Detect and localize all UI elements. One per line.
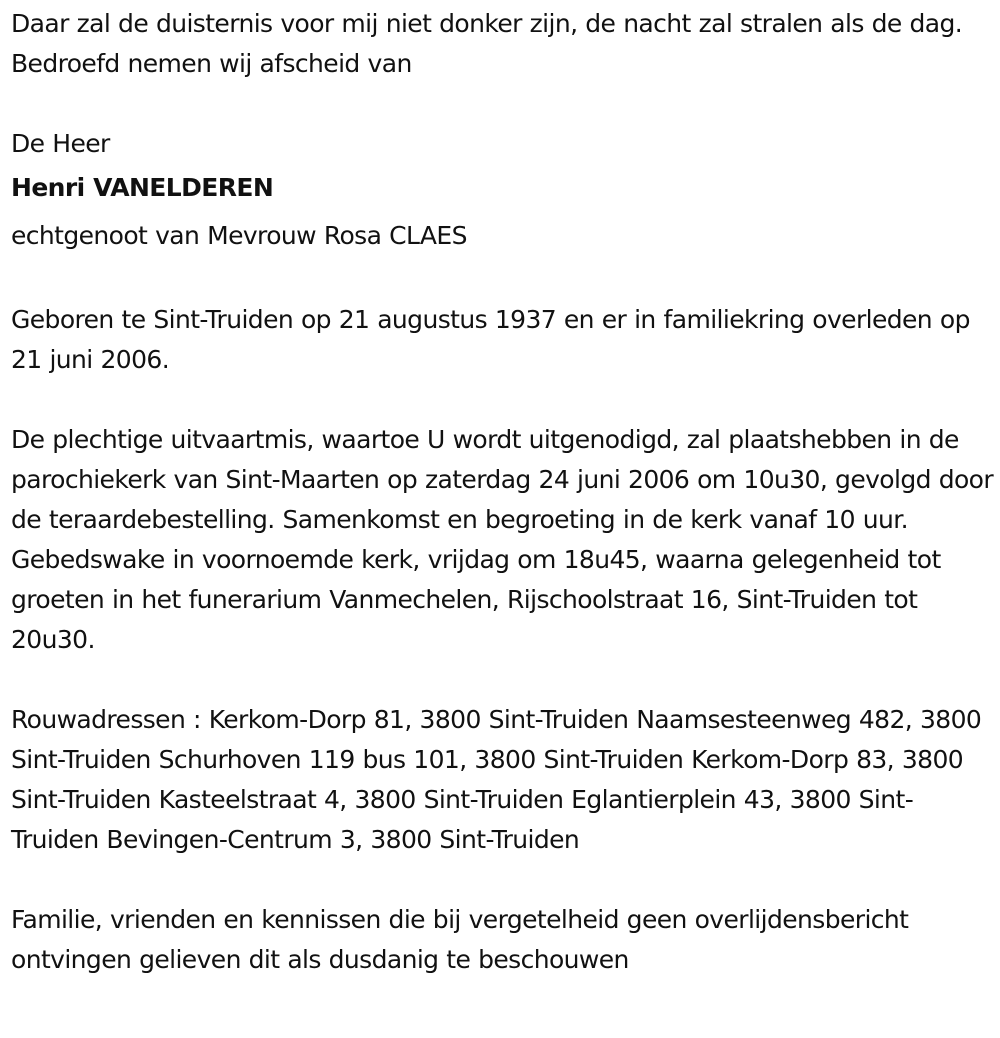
- spouse-line: echtgenoot van Mevrouw Rosa CLAES: [11, 221, 467, 250]
- death-notice: [11, 4, 996, 980]
- spacer: [11, 380, 996, 420]
- salutation: De Heer: [11, 129, 110, 158]
- closing-paragraph: Familie, vrienden en kennissen die bij vergetelheid geen overlijdensbericht ontvingen gelieven dit als dusdanig te beschouwen: [11, 905, 909, 974]
- spacer: [11, 860, 996, 900]
- intro-text: Daar zal de duisternis voor mij niet donker zijn, de nacht zal stralen als de dag. Bedroefd nemen wij afscheid van: [11, 9, 963, 78]
- ceremony-paragraph: De plechtige uitvaartmis, waartoe U wordt uitgenodigd, zal plaatshebben in de parochiekerk van Sint-Maarten op zaterdag 24 juni 2006 om 10u30, gevolgd door de teraardebestelling. Samenkomst en begroeting in de kerk vanaf 10 uur. Gebedswake in voornoemde kerk, vrijdag om 18u45, waarna gelegenheid tot groeten in het funerarium Vanmechelen, Rijschoolstraat 16, Sint-Truiden tot 20u30.: [11, 425, 994, 654]
- spacer: [11, 660, 996, 700]
- birth-death-paragraph: Geboren te Sint-Truiden op 21 augustus 1937 en er in familiekring overleden op 21 juni 2006.: [11, 305, 970, 374]
- deceased-name: Henri VANELDEREN: [11, 173, 274, 202]
- spacer: [11, 260, 996, 300]
- addresses-paragraph: Rouwadressen : Kerkom-Dorp 81, 3800 Sint-Truiden Naamsesteenweg 482, 3800 Sint-Truiden Schurhoven 119 bus 101, 3800 Sint-Truiden Kerkom-Dorp 83, 3800 Sint-Truiden Kasteelstraat 4, 3800 Sint-Truiden Eglantierplein 43, 3800 Sint-Truiden Bevingen-Centrum 3, 3800 Sint-Truiden: [11, 705, 982, 854]
- spacer: [11, 84, 996, 124]
